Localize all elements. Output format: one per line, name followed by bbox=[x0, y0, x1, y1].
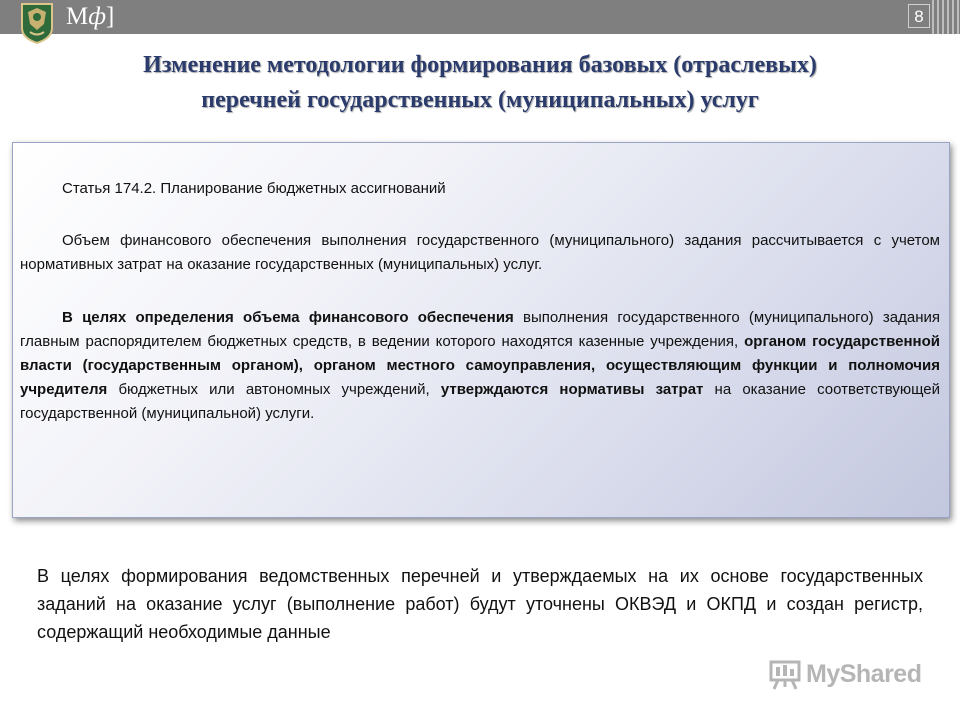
bold-phrase-approval: утверждаются нормативы затрат bbox=[440, 381, 704, 398]
ministry-logo-text bbox=[66, 2, 114, 32]
conclusion-text: В целях формирования ведомственных перечней и утверждаемых на их основе государственных заданий на оказание услуг (выполнение работ) будут уточнены ОКВЭД и ОКПД и создан регистр, содержащий необходимые данные bbox=[37, 566, 923, 642]
logo-letter-m: М bbox=[66, 3, 89, 30]
top-bar bbox=[0, 0, 960, 34]
presentation-board-icon bbox=[768, 657, 802, 691]
page-number: 8 bbox=[908, 4, 930, 28]
decorative-stripes bbox=[932, 0, 960, 34]
logo-letter-f: ф bbox=[88, 3, 106, 30]
slide-title bbox=[40, 48, 920, 118]
logo-bracket: ] bbox=[105, 3, 115, 30]
paragraph-cost-norms bbox=[20, 306, 940, 426]
article-title: Статья 174.2. Планирование бюджетных ассигнований bbox=[62, 180, 446, 197]
bold-phrase-authority: органом государственной власти (государственным органом), органом местного самоуправления, осуществляющим функции и полномочия учредителя bbox=[20, 333, 940, 398]
bold-phrase-purpose: В целях определения объема финансового обеспечения bbox=[62, 309, 514, 326]
slide-title-line2: перечней государственных (муниципальных) услуг bbox=[201, 87, 759, 113]
paragraph-financing: Объем финансового обеспечения выполнения государственного (муниципального) задания рассчитывается с учетом нормативных затрат на оказание государственных (муниципальных) услуг. bbox=[20, 232, 940, 273]
ministry-emblem-icon bbox=[19, 2, 55, 44]
text-fragment-3: на оказание соответствующей государственной (муниципальной) услуги. bbox=[20, 381, 941, 422]
slide-title-line1: Изменение методологии формирования базовых (отраслевых) bbox=[143, 52, 817, 78]
text-fragment-1: выполнения государственного (муниципального) задания главным распорядителем бюджетных средств, в ведении которого находятся казенные учреждения, bbox=[20, 309, 940, 350]
watermark-text: MyShared bbox=[806, 660, 922, 688]
text-fragment-2: бюджетных или автономных учреждений, bbox=[107, 381, 441, 398]
